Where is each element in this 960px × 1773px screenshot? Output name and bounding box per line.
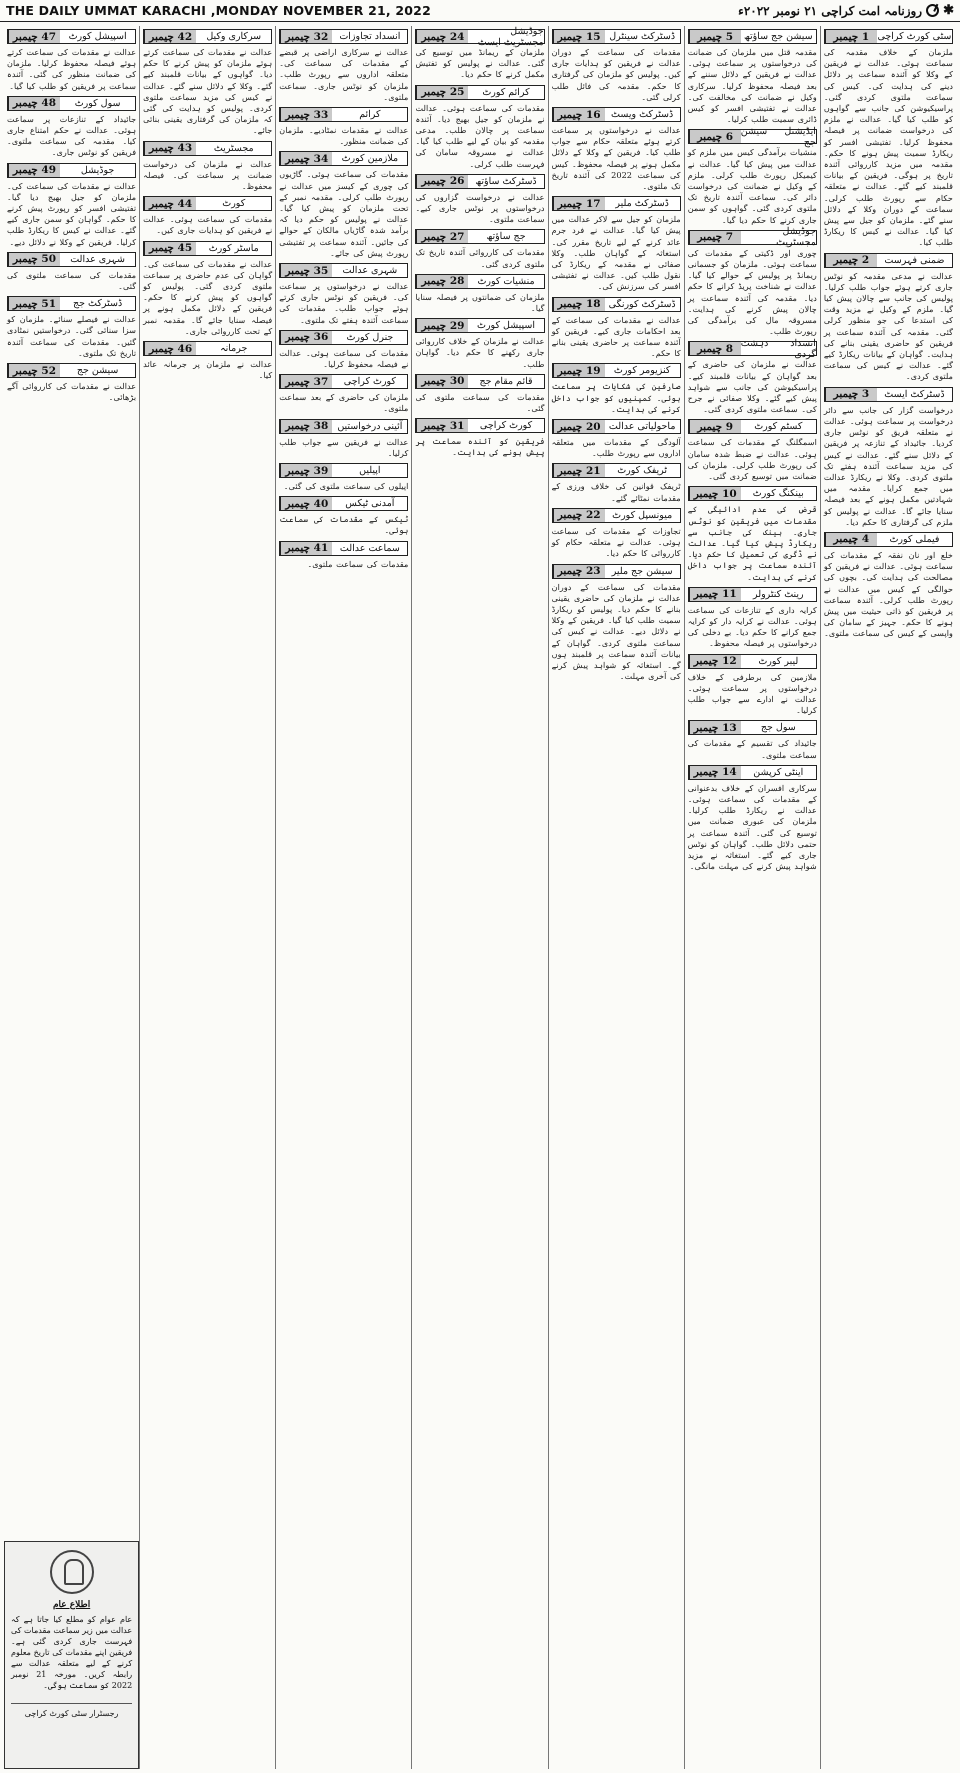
- chamber-listing: [279, 107, 408, 147]
- chamber-title: آئینی درخواستیں: [332, 420, 407, 433]
- chamber-title: انسداد تجاوزات: [332, 30, 407, 43]
- chamber-header: [279, 29, 408, 44]
- chamber-title: فیملی کورٹ: [877, 533, 952, 546]
- chamber-text: اسمگلنگ کے مقدمات کی سماعت ہوئی۔ عدالت نے ضبط شدہ سامان کی رپورٹ طلب کرلی۔ ملزمان کی ضمانت میں توسیع کردی گئی۔: [687, 437, 817, 482]
- chamber-text: درخواست گزار کی جانب سے دائر درخواست پر سماعت ہوئی۔ عدالت نے متعلقہ فریق کو نوٹس جاری کردیا۔ جائیداد کے تنازعہ پر فریقین کے دلائل سنے گئے۔ عدالت نے کیس کی مزید سماعت آئندہ ہفتے تک ملتوی کردی۔ وکلا نے ریکارڈ عدالت میں جمع کرایا۔ مقدمہ میں شہادتیں مکمل ہونے کے بعد فیصلہ سنایا جائے گا۔ عدالت نے پولیس کو ملزم کی گرفتاری کا حکم دیا۔: [823, 404, 953, 527]
- chamber-text: صارفین کی شکایات پر سماعت ہوئی۔ کمپنیوں کو جواب داخل کرنے کی ہدایت۔: [551, 381, 681, 414]
- chamber-title: کسٹم کورٹ: [741, 420, 816, 433]
- chamber-listing: [143, 241, 272, 337]
- chamber-title: جج ساؤتھ: [468, 230, 543, 243]
- chamber-number: 19 چیمبر: [553, 364, 605, 377]
- chamber-header: [688, 226, 817, 249]
- chamber-header: [279, 463, 408, 478]
- chamber-title: سیشن جج ملیر: [605, 565, 680, 578]
- chamber-number: 17 چیمبر: [553, 197, 605, 210]
- chamber-header: [279, 374, 408, 389]
- chamber-text: ملزمان کے خلاف مقدمہ کی سماعت ہوئی۔ عدالت نے فریقین کے وکلا کو آئندہ سماعت پر دلائل دینے کی ہدایت کی۔ کیس کی سماعت ملتوی کردی گئی۔ پراسیکیوشن کی جانب سے گواہوں کو طلب کیا گیا۔ عدالت نے ملزم کی درخواست ضمانت پر فیصلہ محفوظ کرلیا۔ تفتیشی افسر کو ریکارڈ سمیت پیش ہونے کا حکم۔ مقدمہ میں مزید کارروائی آئندہ تاریخ پر ہوگی۔ فریقین کے بیانات قلمبند کیے گئے۔ عدالت نے متعلقہ حکام سے رپورٹ طلب کرلی۔ سماعت کے دوران وکلا کے دلائل سنے گئے۔ ملزمان کو جیل سے پیش کیا گیا۔ عدالت نے کیس کا ریکارڈ طلب کیا۔: [823, 47, 953, 248]
- chamber-title: کورٹ کراچی: [468, 419, 543, 432]
- chamber-number: 32 چیمبر: [280, 30, 332, 43]
- chamber-title: شہری عدالت: [60, 253, 135, 266]
- chamber-title: رینٹ کنٹرولر: [741, 588, 816, 601]
- chamber-listing: [688, 765, 817, 873]
- chamber-title: اسپیشل کورٹ: [60, 30, 135, 43]
- chamber-listing: [552, 508, 681, 560]
- chamber-listing: [279, 330, 408, 370]
- chamber-number: 35 چیمبر: [280, 264, 332, 277]
- chamber-listing: [7, 296, 136, 359]
- chamber-number: 16 چیمبر: [553, 108, 605, 121]
- chamber-title: ڈسٹرکٹ ایسٹ: [877, 388, 952, 401]
- chamber-header: [552, 508, 681, 523]
- chamber-number: 49 چیمبر: [8, 164, 60, 177]
- chamber-text: ملزمان کی ضمانتوں پر فیصلہ سنایا گیا۔: [415, 291, 545, 314]
- chamber-number: 6 چیمبر: [689, 130, 741, 143]
- chamber-title: جنرل کورٹ: [332, 331, 407, 344]
- chamber-number: 18 چیمبر: [553, 298, 605, 311]
- chamber-text: قرض کی عدم ادائیگی کے مقدمات میں فریقین کو نوٹس جاری۔ بینک کی جانب سے ریکارڈ پیش کیا گیا۔ عدالت نے ڈگری کی تعمیل کا حکم دیا۔ آئندہ سماعت پر جواب داخل کرنے کی ہدایت۔: [687, 504, 817, 582]
- chamber-title: شہری عدالت: [332, 264, 407, 277]
- chamber-header: [7, 29, 136, 44]
- chamber-title: اینٹی کرپشن: [741, 766, 816, 779]
- chamber-listing: [415, 85, 544, 170]
- chamber-title: قائم مقام جج: [468, 375, 543, 388]
- chamber-number: 30 چیمبر: [416, 375, 468, 388]
- chamber-header: [279, 496, 408, 511]
- chamber-header: [688, 765, 817, 780]
- chamber-header: [143, 29, 272, 44]
- chamber-number: 5 چیمبر: [689, 30, 741, 43]
- chamber-title: سماعت عدالت: [332, 542, 407, 555]
- chamber-title: ڈسٹرکٹ کورنگی: [605, 298, 680, 311]
- chamber-header: [688, 419, 817, 434]
- chamber-header: [279, 419, 408, 434]
- chamber-listing: [552, 564, 681, 683]
- chamber-text: عدالت نے مقدمات کی سماعت کے بعد احکامات جاری کیے۔ فریقین کو آئندہ سماعت پر حاضری یقینی بنانے کا حکم۔: [551, 314, 681, 359]
- chamber-listing: [688, 29, 817, 125]
- column-7: [4, 26, 139, 1769]
- chamber-text: مقدمات کی کارروائی آئندہ تاریخ تک ملتوی کردی گئی۔: [415, 247, 545, 269]
- chamber-listing: [415, 174, 544, 226]
- masthead: [0, 0, 960, 22]
- masthead-urdu: روزنامہ امت کراچی ۲۱ نومبر ۲۰۲۲ء: [738, 3, 923, 18]
- chamber-header: [824, 253, 953, 268]
- chamber-text: ملزمان کے ریمانڈ میں توسیع کی گئی۔ عدالت نے پولیس کو تفتیش مکمل کرنے کا حکم دیا۔: [415, 47, 545, 80]
- chamber-text: عدالت نے ملزمان کی درخواست ضمانت پر سماعت کی۔ فیصلہ محفوظ۔: [143, 158, 273, 192]
- chamber-text: مقدمات کی سماعت ہوئی۔ عدالت نے ملزمان کو جیل بھیج دیا۔ آئندہ سماعت پر چالان طلب۔ مدعی مقدمہ کو بیان کے لیے طلب کیا گیا۔ عدالت نے مسروقہ سامان کی فہرست طلب کرلی۔: [415, 102, 545, 169]
- chamber-number: 41 چیمبر: [280, 542, 332, 555]
- chamber-header: [415, 274, 544, 289]
- chamber-number: 45 چیمبر: [144, 242, 196, 255]
- chamber-header: [279, 107, 408, 122]
- chamber-header: [279, 263, 408, 278]
- chamber-listing: [143, 196, 272, 236]
- chamber-number: 27 چیمبر: [416, 230, 468, 243]
- chamber-text: مقدمہ قتل میں ملزمان کی ضمانت کی درخواستوں پر سماعت ہوئی۔ عدالت نے فریقین کے دلائل سننے کے بعد فیصلہ محفوظ کرلیا۔ سرکاری وکیل نے ضمانت کی مخالفت کی۔ عدالت نے تفتیشی افسر کو کیس ڈائری سمیت طلب کرلیا۔: [687, 47, 817, 125]
- chamber-text: فریقین کو آئندہ سماعت پر پیش ہونے کی ہدایت۔: [415, 436, 545, 458]
- chamber-listing: [552, 463, 681, 503]
- chamber-header: [688, 654, 817, 669]
- chamber-header: [143, 196, 272, 211]
- chamber-text: سرکاری افسران کے خلاف بدعنوانی کے مقدمات کی سماعت ہوئی۔ عدالت نے ریکارڈ طلب کرلیا۔ ملزمان کی عبوری ضمانت میں توسیع کی گئی۔ آئندہ سماعت پر حتمی دلائل طلب۔ گواہان کو نوٹس جاری کیے گئے۔ استغاثہ نے مزید شواہد پیش کرنے کی مہلت مانگی۔: [687, 782, 817, 872]
- chamber-listing: [415, 318, 544, 370]
- chamber-text: چوری اور ڈکیتی کے مقدمات کی سماعت ہوئی۔ ملزمان کو جسمانی ریمانڈ پر پولیس کے حوالے کیا گیا۔ عدالت نے شناخت پریڈ کرانے کا حکم دیا۔ مقدمہ کی آئندہ سماعت پر چالان پیش کرنے کی ہدایت۔ مسروقہ مال کی برآمدگی کی رپورٹ طلب۔: [687, 247, 817, 337]
- chamber-title: بینکنگ کورٹ: [741, 487, 816, 500]
- chamber-text: جائیداد کے تنازعات پر سماعت ہوئی۔ عدالت نے حکم امتناع جاری کیا۔ مقدمہ کی سماعت ملتوی۔ فریقین کو نوٹس جاری۔: [7, 113, 137, 158]
- chamber-title: ملازمین کورٹ: [332, 152, 407, 165]
- chamber-number: 52 چیمبر: [8, 364, 60, 377]
- chamber-listing: [279, 541, 408, 570]
- chamber-header: [415, 318, 544, 333]
- chamber-header: [415, 418, 544, 433]
- column-2: [684, 26, 820, 1769]
- chamber-header: [552, 29, 681, 44]
- chamber-header: [415, 229, 544, 244]
- chamber-text: ملزمان کی حاضری کے بعد سماعت ملتوی۔: [279, 392, 409, 414]
- chamber-number: 33 چیمبر: [280, 108, 332, 121]
- chamber-title: کرائم کورٹ: [468, 86, 543, 99]
- chamber-number: 3 چیمبر: [825, 388, 877, 401]
- chamber-title: اپیلیں: [332, 464, 407, 477]
- chamber-text: ملازمین کی برطرفی کے خلاف درخواستوں پر سماعت ہوئی۔ عدالت نے ادارے سے جواب طلب کرلیا۔: [687, 671, 817, 716]
- chamber-header: [7, 163, 136, 178]
- chamber-number: 43 چیمبر: [144, 142, 196, 155]
- chamber-number: 29 چیمبر: [416, 319, 468, 332]
- chamber-header: [552, 564, 681, 579]
- chamber-header: [7, 363, 136, 378]
- chamber-header: [279, 151, 408, 166]
- chamber-text: مقدمات کی سماعت کے دوران عدالت نے ملزمان کی حاضری یقینی بنانے کا حکم دیا۔ پولیس کو ریکارڈ سمیت طلب کیا گیا۔ فریقین کے وکلا نے دلائل دیے۔ عدالت نے کیس کی سماعت ملتوی کردی۔ گواہان کے بیانات آئندہ سماعت پر قلمبند ہوں گے۔ استغاثہ کو شواہد پیش کرنے کی آخری مہلت۔: [551, 581, 681, 682]
- chamber-listing: [688, 486, 817, 582]
- chamber-header: [552, 419, 681, 434]
- chamber-title: ڈسٹرکٹ سینٹرل: [605, 30, 680, 43]
- chamber-title: جوڈیشل مجسٹریٹ ایسٹ: [468, 30, 543, 43]
- notice-title: اطلاع عام: [52, 1600, 91, 1610]
- court-emblem-icon: [50, 1550, 94, 1594]
- chamber-listing: [824, 532, 953, 640]
- chamber-header: [824, 532, 953, 547]
- chamber-header: [552, 196, 681, 211]
- chamber-number: 4 چیمبر: [825, 533, 877, 546]
- chamber-title: جرمانہ: [196, 342, 271, 355]
- chamber-text: عدالت نے مقدمات کی سماعت کرتے ہوئے فیصلہ محفوظ کرلیا۔ ملزمان کی ضمانت منظور کی گئی۔ آئندہ سماعت پر فریقین کو طلب کیا گیا۔: [7, 47, 137, 91]
- chamber-header: [279, 330, 408, 345]
- chamber-title: میونسپل کورٹ: [605, 509, 680, 522]
- newspaper-logo-icon: [926, 4, 939, 17]
- chamber-header: [688, 486, 817, 501]
- chamber-text: عدالت نے مقدمات کی کارروائی آگے بڑھائی۔: [7, 381, 137, 403]
- chamber-listing: [279, 263, 408, 326]
- chamber-number: 31 چیمبر: [416, 419, 468, 432]
- chamber-text: ٹیکس کے مقدمات کی سماعت ہوئی۔: [279, 514, 409, 536]
- chamber-listing: [7, 163, 136, 248]
- chamber-header: [7, 252, 136, 267]
- chamber-title: جوڈیشل مجسٹریٹ: [741, 231, 816, 244]
- chamber-listing: [279, 29, 408, 103]
- chamber-text: عدالت نے ملزمان پر جرمانہ عائد کیا۔: [143, 359, 273, 381]
- chamber-title: سیشن جج ساؤتھ: [741, 30, 816, 43]
- chamber-listing: [279, 151, 408, 259]
- chamber-number: 44 چیمبر: [144, 197, 196, 210]
- chamber-number: 1 چیمبر: [825, 30, 877, 43]
- chamber-listing: [688, 419, 817, 482]
- chamber-title: ماحولیاتی عدالت: [605, 420, 680, 433]
- chamber-text: منشیات برآمدگی کیس میں ملزم کو عدالت میں پیش کیا گیا۔ عدالت نے کیمیکل رپورٹ طلب کرلی۔ ملزم کے وکیل نے ضمانت کی درخواست دائر کی۔ سماعت آئندہ تاریخ تک ملتوی کردی گئی۔ گواہوں کو سمن جاری کرنے کا حکم دیا گیا۔: [687, 147, 817, 225]
- chamber-text: مقدمات کی سماعت ہوئی۔ عدالت نے فریقین کو ہدایات جاری کیں۔: [143, 214, 273, 236]
- chamber-header: [688, 125, 817, 148]
- chamber-listing: [552, 297, 681, 360]
- column-6: [139, 26, 275, 1769]
- chamber-number: 50 چیمبر: [8, 253, 60, 266]
- chamber-text: عدالت نے فریقین سے جواب طلب کرلیا۔: [279, 436, 409, 458]
- chamber-number: 37 چیمبر: [280, 375, 332, 388]
- chamber-listing: [552, 419, 681, 459]
- chamber-listing: [824, 387, 953, 528]
- chamber-listing: [552, 29, 681, 103]
- chamber-listing: [279, 496, 408, 536]
- chamber-number: 12 چیمبر: [689, 655, 741, 668]
- chamber-title: آمدنی ٹیکس: [332, 497, 407, 510]
- chamber-header: [552, 297, 681, 312]
- chamber-number: 8 چیمبر: [689, 342, 741, 355]
- chamber-text: مقدمات کی سماعت ہوئی۔ گاڑیوں کی چوری کے کیسز میں عدالت نے رپورٹ طلب کرلی۔ مقدمہ نمبر کے تحت ملزمان کو پیش کیا گیا۔ عدالت نے پولیس کو حکم دیا کہ برآمد شدہ گاڑیاں مالکان کے حوالے کی جائیں۔ آئندہ سماعت پر تفتیشی رپورٹ پیش کی جائے۔: [279, 169, 409, 258]
- chamber-text: عدالت نے مدعی مقدمہ کو نوٹس جاری کرتے ہوئے جواب طلب کرلیا۔ پولیس کی جانب سے چالان پیش کیا گیا۔ ملزم کے وکیل نے مزید وقت کی استدعا کی جو منظور کرلی گئی۔ مقدمہ کی آئندہ سماعت پر فریقین کو حاضری یقینی بنانے کی ہدایت۔ گواہان کے بیانات ریکارڈ کیے گئے۔ عدالت نے کیس کی سماعت ملتوی کردی۔: [823, 270, 953, 382]
- chamber-number: 40 چیمبر: [280, 497, 332, 510]
- chamber-header: [415, 174, 544, 189]
- chamber-header: [7, 296, 136, 311]
- chamber-text: عدالت نے ملزمان کے خلاف کارروائی جاری رکھنے کا حکم دیا۔ گواہان طلب۔: [415, 336, 545, 369]
- chamber-header: [688, 29, 817, 44]
- chamber-listing: [415, 418, 544, 458]
- chamber-number: 42 چیمبر: [144, 30, 196, 43]
- chamber-listing: [7, 96, 136, 159]
- chamber-listing: [552, 196, 681, 292]
- chamber-listing: [824, 29, 953, 249]
- chamber-number: 39 چیمبر: [280, 464, 332, 477]
- chamber-listing: [143, 341, 272, 381]
- chamber-number: 28 چیمبر: [416, 275, 468, 288]
- chamber-number: 10 چیمبر: [689, 487, 741, 500]
- chamber-title: ڈسٹرکٹ جج: [60, 297, 135, 310]
- newspaper-page: [4, 26, 956, 1769]
- chamber-title: سرکاری وکیل: [196, 30, 271, 43]
- chamber-number: 2 چیمبر: [825, 254, 877, 267]
- chamber-text: آلودگی کے مقدمات میں متعلقہ اداروں سے رپورٹ طلب۔: [551, 437, 681, 459]
- public-notice: [4, 1541, 139, 1769]
- chamber-number: 23 چیمبر: [553, 565, 605, 578]
- chamber-title: سٹی کورٹ کراچی: [877, 31, 952, 42]
- chamber-listing: [552, 107, 681, 192]
- chamber-header: [415, 374, 544, 389]
- chamber-listing: [415, 274, 544, 314]
- chamber-title: اسپیشل کورٹ: [468, 319, 543, 332]
- column-4: [411, 26, 547, 1769]
- chamber-header: [143, 141, 272, 156]
- chamber-header: [143, 341, 272, 356]
- chamber-number: 9 چیمبر: [689, 420, 741, 433]
- chamber-number: 46 چیمبر: [144, 342, 196, 355]
- chamber-title: ڈسٹرکٹ ویسٹ: [605, 108, 680, 121]
- notice-text: عام عوام کو مطلع کیا جاتا ہے کہ عدالت میں زیر سماعت مقدمات کی فہرست جاری کردی گئی ہے۔ فریقین اپنے مقدمات کی تاریخ معلوم کرنے کے لیے متعلقہ عدالت سے رابطہ کریں۔ مورخہ 21 نومبر 2022 کو سماعت ہوگی۔: [11, 1615, 133, 1690]
- chamber-header: [688, 720, 817, 735]
- chamber-header: [688, 337, 817, 360]
- chamber-number: 14 چیمبر: [689, 766, 741, 779]
- chamber-listing: [687, 337, 817, 415]
- chamber-text: مقدمات کی سماعت ہوئی۔ عدالت نے فیصلہ محفوظ کرلیا۔: [279, 347, 409, 370]
- chamber-title: ضمنی فہرست: [877, 254, 952, 267]
- chamber-text: عدالت نے درخواست گزاروں کی درخواستوں پر نوٹس جاری کیے۔ سماعت ملتوی۔: [415, 191, 545, 225]
- chamber-title: ایڈیشنل سیشن جج: [740, 125, 816, 148]
- chamber-title: کورٹ کراچی: [332, 375, 407, 388]
- chamber-text: اپیلوں کی سماعت ملتوی کی گئی۔: [283, 481, 409, 492]
- chamber-listing: [688, 654, 817, 717]
- chamber-title: انسداد دہشت گردی: [740, 337, 816, 360]
- chamber-header: [552, 107, 681, 122]
- chamber-number: 47 چیمبر: [8, 30, 60, 43]
- chamber-text: ٹریفک قوانین کی خلاف ورزی کے مقدمات نمٹائے گئے۔: [551, 481, 681, 503]
- chamber-header: [552, 463, 681, 478]
- chamber-text: خلع اور نان نفقہ کے مقدمات کی سماعت ہوئی۔ عدالت نے فریقین کو مصالحت کی ہدایت کی۔ بچوں کی حوالگی کے کیس میں عدالت نے رپورٹ طلب کرلی۔ آئندہ سماعت پر فریقین کو ذاتی حیثیت میں پیش ہونے کا حکم۔ جہیز کے سامان کی واپسی کے کیس کی سماعت ملتوی۔: [823, 549, 953, 639]
- chamber-number: 34 چیمبر: [280, 152, 332, 165]
- chamber-text: عدالت نے مقدمات کی سماعت کرتے ہوئے ملزمان کو پیش کرنے کا حکم دیا۔ گواہوں کے بیانات قلمبند کیے گئے۔ وکلا کے دلائل سنے گئے۔ عدالت نے کیس کی مزید سماعت ملتوی کردی۔ پولیس کو ہدایت کی گئی کہ ملزمان کی گرفتاری یقینی بنائی جائے۔: [143, 47, 273, 136]
- chamber-title: سیشن جج: [60, 364, 135, 377]
- chamber-listing: [143, 29, 272, 137]
- chamber-text: عدالت نے مقدمات کی سماعت کی۔ گواہان کی عدم حاضری پر سماعت ملتوی کردی گئی۔ پولیس کو گواہوں کو پیش کرنے کا حکم۔ فریقین کے دلائل مکمل ہونے پر فیصلہ سنایا جائے گا۔ مقدمہ نمبر کے تحت کارروائی جاری۔: [143, 258, 273, 336]
- chamber-listing: [279, 374, 408, 414]
- chamber-text: عدالت نے مقدمات کی سماعت کی۔ ملزمان کو جیل بھیج دیا گیا۔ تفتیشی افسر کو رپورٹ پیش کرنے کا حکم۔ گواہان کو سمن جاری کیے گئے۔ عدالت نے کیس کا ریکارڈ طلب کرلیا۔ فریقین کے وکلا نے دلائل دیے۔: [7, 180, 137, 247]
- chamber-number: 26 چیمبر: [416, 175, 468, 188]
- chamber-text: عدالت نے درخواستوں پر سماعت کی۔ فریقین کو نوٹس جاری کرتے ہوئے جواب طلب۔ مقدمات کی سماعت آئندہ ہفتے تک ملتوی۔: [279, 281, 409, 325]
- chamber-number: 25 چیمبر: [416, 86, 468, 99]
- chamber-text: کرایہ داری کے تنازعات کی سماعت ہوئی۔ عدالت نے کرایہ دار کو کرایہ جمع کرانے کا حکم دیا۔ بے دخلی کی درخواستوں پر فیصلہ محفوظ۔: [687, 604, 817, 649]
- chamber-text: ملزمان کو جیل سے لاکر عدالت میں پیش کیا گیا۔ عدالت نے فرد جرم عائد کرنے کے لیے تاریخ مقرر کی۔ استغاثہ کے گواہان طلب۔ وکلا صفائی نے مقدمہ کے ریکارڈ کی نقول طلب کیں۔ عدالت نے تفتیشی افسر کی سرزنش کی۔: [551, 214, 681, 292]
- column-1: [820, 26, 956, 1769]
- chamber-number: 15 چیمبر: [553, 30, 605, 43]
- chamber-text: جائیداد کی تقسیم کے مقدمات کی سماعت ملتوی۔: [687, 738, 817, 760]
- chamber-title: ماسٹر کورٹ: [196, 242, 271, 255]
- masthead-urdu-group: [738, 3, 954, 18]
- chamber-listing: [415, 26, 545, 81]
- chamber-number: 22 چیمبر: [553, 509, 605, 522]
- chamber-number: 38 چیمبر: [280, 420, 332, 433]
- chamber-number: 20 چیمبر: [553, 420, 605, 433]
- chamber-title: منشیات کورٹ: [468, 275, 543, 288]
- chamber-title: ڈسٹرکٹ ساؤتھ: [468, 175, 543, 188]
- chamber-listing: [279, 463, 408, 492]
- chamber-text: مقدمات کی سماعت کے دوران عدالت نے فریقین کو ہدایات جاری کیں۔ پولیس کو ملزمان کی گرفتاری کا حکم۔ مقدمہ کی فائل طلب کرلی گئی۔: [551, 47, 681, 102]
- chamber-title: سول جج: [741, 721, 816, 734]
- chamber-number: 13 چیمبر: [689, 721, 741, 734]
- chamber-text: مقدمات کی سماعت ملتوی۔: [307, 558, 409, 569]
- chamber-header: [552, 363, 681, 378]
- chamber-title: کنزیومر کورٹ: [605, 364, 680, 377]
- chamber-title: ڈسٹرکٹ ملیر: [605, 197, 680, 210]
- chamber-title: کورٹ: [196, 197, 271, 210]
- chamber-title: جوڈیشل: [60, 164, 135, 177]
- chamber-text: مقدمات کی سماعت ملتوی کی گئی۔: [415, 391, 545, 414]
- chamber-header: [7, 96, 136, 111]
- chamber-text: عدالت نے فیصلے سنائے۔ ملزمان کو سزا سنائی گئی۔ درخواستیں نمٹادی گئیں۔ مقدمات کی سماعت آئندہ تاریخ تک ملتوی۔: [7, 314, 137, 358]
- chamber-title: لیبر کورٹ: [741, 655, 816, 668]
- chamber-header: [824, 387, 953, 402]
- chamber-header: [688, 587, 817, 602]
- chamber-listing: [7, 252, 136, 292]
- chamber-header: [824, 29, 953, 44]
- chamber-listing: [688, 587, 817, 650]
- chamber-text: عدالت نے ملزمان کی حاضری کے بعد گواہان کے بیانات قلمبند کیے۔ پراسیکیوشن کی جانب سے شواہد پیش کیے گئے۔ وکلا صفائی نے جرح کی۔ سماعت ملتوی کردی گئی۔: [687, 359, 817, 415]
- chamber-title: کرائم: [332, 108, 407, 121]
- chamber-text: تجاوزات کے مقدمات کی سماعت ہوئی۔ عدالت نے متعلقہ حکام کو کارروائی کا حکم دیا۔: [551, 525, 681, 559]
- chamber-listing: [824, 253, 953, 383]
- chamber-number: 11 چیمبر: [689, 588, 741, 601]
- chamber-header: [415, 26, 544, 48]
- chamber-listing: [7, 29, 136, 92]
- column-3: [548, 26, 684, 1769]
- chamber-header: [415, 85, 544, 100]
- masthead-english: THE DAILY UMMAT KARACHI ,MONDAY NOVEMBER 21, 2022: [6, 3, 431, 18]
- chamber-listing: [687, 226, 817, 338]
- notice-footer: رجسٹرار سٹی کورٹ کراچی: [11, 1703, 132, 1719]
- chamber-listing: [143, 141, 272, 193]
- chamber-listing: [7, 363, 136, 403]
- chamber-listing: [415, 374, 544, 414]
- chamber-listing: [687, 125, 817, 225]
- chamber-number: 48 چیمبر: [8, 97, 60, 110]
- chamber-listing: [415, 229, 544, 269]
- chamber-title: مجسٹریٹ: [196, 142, 271, 155]
- chamber-number: 21 چیمبر: [553, 464, 605, 477]
- chamber-listing: [552, 363, 681, 415]
- column-5: [275, 26, 411, 1769]
- chamber-title: ٹریفک کورٹ: [605, 464, 680, 477]
- chamber-text: عدالت نے مقدمات نمٹادیے۔ ملزمان کی ضمانت منظور۔: [279, 125, 409, 147]
- chamber-text: عدالت نے درخواستوں پر سماعت کرتے ہوئے متعلقہ حکام سے جواب طلب کیا۔ فریقین کے وکلا کے دلائل مکمل ہونے پر فیصلہ محفوظ۔ کیس کی سماعت 2022 کی آئندہ تاریخ تک ملتوی۔: [551, 125, 681, 192]
- chamber-text: مقدمات کی سماعت ملتوی کی گئی۔: [7, 269, 137, 292]
- chamber-text: عدالت نے سرکاری اراضی پر قبضے کے مقدمات کی سماعت کی۔ متعلقہ اداروں سے رپورٹ طلب۔ ملزمان کو نوٹس جاری۔ سماعت ملتوی۔: [279, 47, 409, 102]
- chamber-number: 7 چیمبر: [689, 231, 741, 244]
- chamber-number: 51 چیمبر: [8, 297, 60, 310]
- chamber-listing: [688, 720, 817, 760]
- star-icon: ✱: [943, 3, 954, 18]
- chamber-header: [143, 241, 272, 256]
- chamber-number: 24 چیمبر: [416, 30, 468, 43]
- chamber-title: سول کورٹ: [60, 97, 135, 110]
- chamber-listing: [279, 419, 408, 459]
- chamber-header: [279, 541, 408, 556]
- chamber-number: 36 چیمبر: [280, 331, 332, 344]
